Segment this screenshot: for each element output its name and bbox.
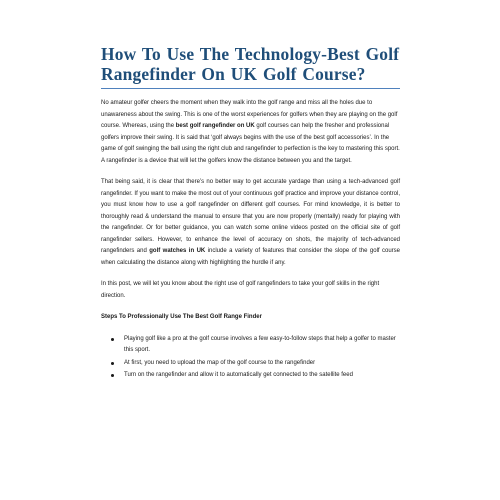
paragraph-post-intro: In this post, we will let you know about the right use of golf rangefinders to take your golf skills in the right direction. (101, 281, 380, 299)
page-title: How To Use The Technology-Best Golf Rangefinder On UK Golf Course? (101, 44, 400, 84)
list-item-text: Playing golf like a pro at the golf course involves a few easy-to-follow steps that help a golfer to master this sport. (124, 335, 396, 353)
bullet-icon (111, 362, 114, 365)
list-item-text: Turn on the rangefinder and allow it to automatically get connected to the satellite feed (124, 372, 353, 378)
list-item (101, 358, 400, 370)
paragraph-intro-text-2: golf courses can help the fresher and professional golfers improve their swing. It is said that ‘golf always begins with the use of the best golf accessories’. In the game of golf swinging the ball using the right club and rangefinder to perfection is the key to mastering this sport. A rangefinder is a device that will let the golfers know the distance between you and the target. (101, 123, 400, 164)
bullet-icon (111, 338, 114, 341)
bold-link-golf-watches: golf watches in UK (149, 248, 206, 254)
steps-list (101, 334, 400, 382)
article-body (101, 98, 400, 383)
paragraph-intro-text-1: No amateur golfer cheers the moment when they walk into the golf range and miss all the holes due to unawareness about the swing. This is one of the worst experiences for golfers when they are playing on the golf course. Whereas, using the (101, 100, 398, 129)
paragraph-intro (101, 98, 400, 167)
bold-link-best-golf-rangefinder: best golf rangefinder on UK (175, 123, 255, 129)
list-item (101, 334, 400, 357)
paragraph-accuracy (101, 177, 400, 269)
steps-heading: Steps To Professionally Use The Best Golf Range Finder (101, 314, 262, 320)
title-underline (101, 88, 400, 89)
list-item (101, 370, 400, 382)
bullet-icon (111, 374, 114, 377)
paragraph-accuracy-text-2: include a variety of features that consider the slope of the golf course when calculating the distance along with highlighting the hurdle if any. (101, 248, 401, 266)
paragraph-accuracy-text-1: That being said, it is clear that there’s no better way to get accurate yardage than using a tech-advanced golf rangefinder. If you want to make the most out of your continuous golf practice and improve your distance control, you must know how to use a golf rangefinder on different golf courses. For mind knowledge, it is better to thoroughly read & understand the manual to ensure that you are now properly (mentally) ready for playing with the rangefinder. Or for better guidance, you can watch some online videos posted on the official site of golf rangefinder sellers. However, to enhance the level of accuracy on shots, the majority of tech-advanced rangefinders and (101, 179, 400, 254)
list-item-text: At first, you need to upload the map of the golf course to the rangefinder (124, 359, 316, 366)
